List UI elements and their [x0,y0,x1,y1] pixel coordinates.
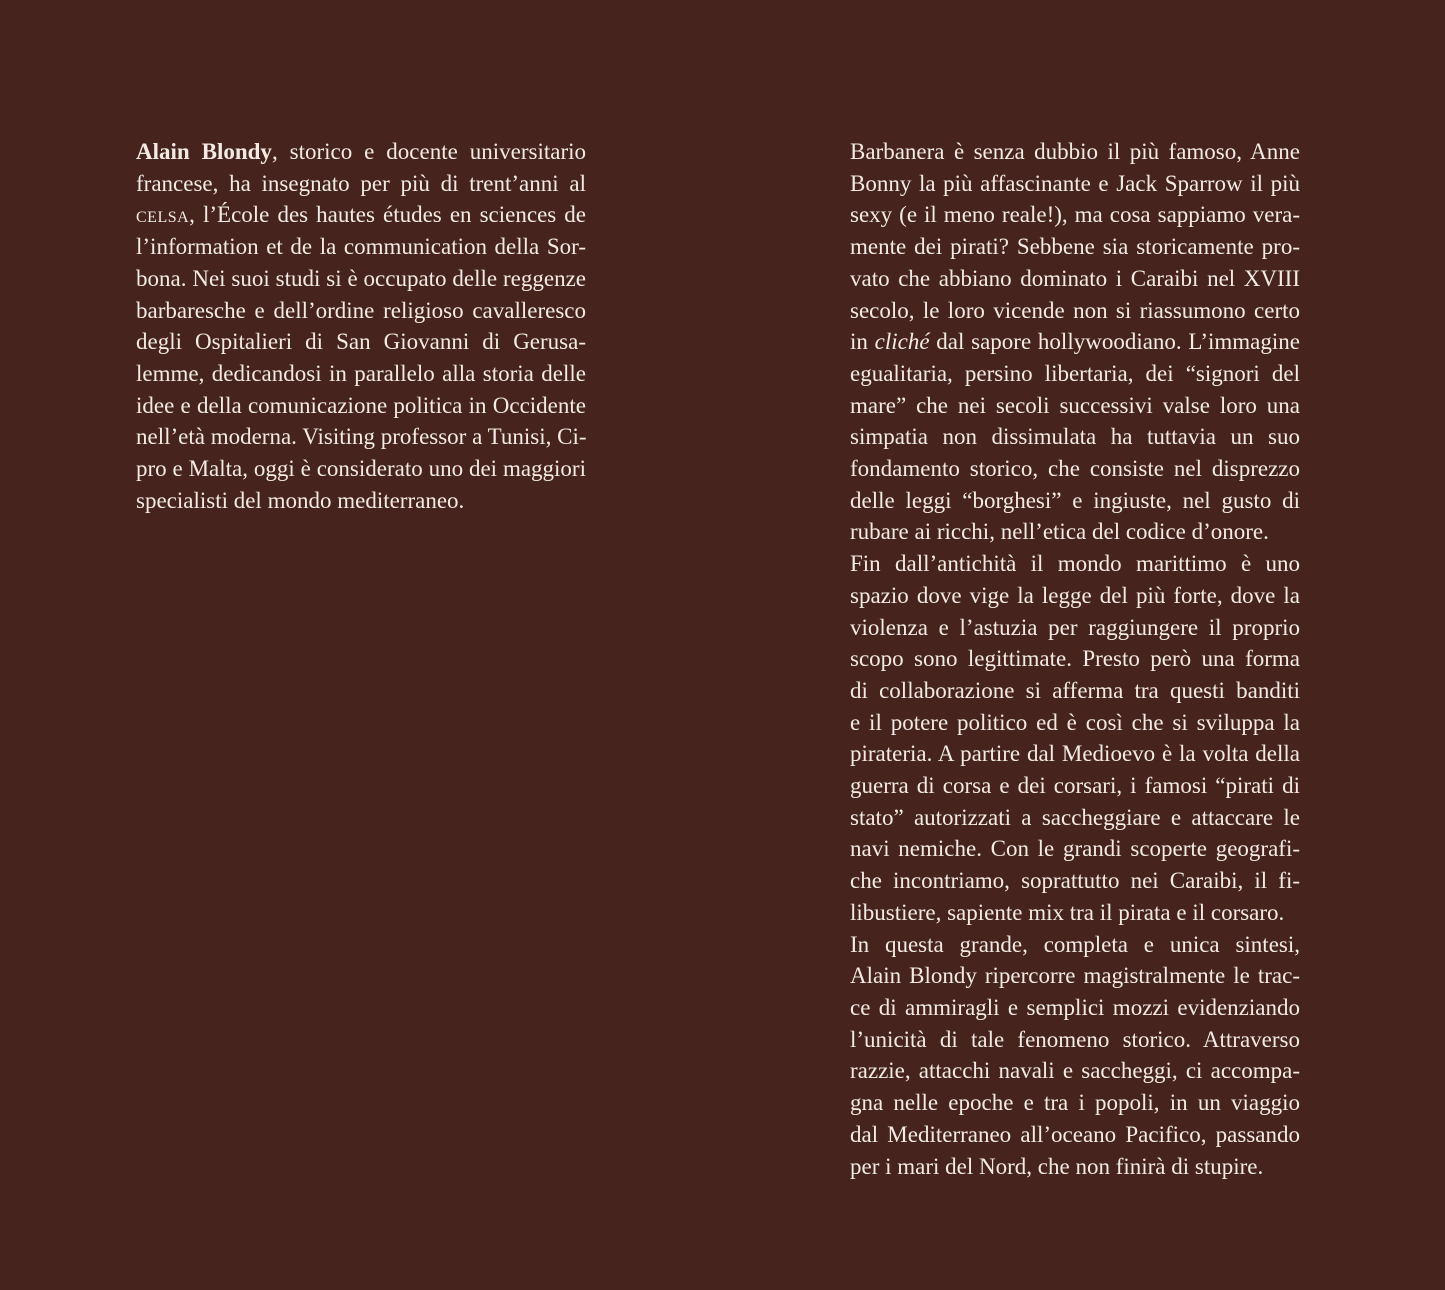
blurb-line: egualitaria, persino libertaria, dei “signori del [850,360,1300,386]
blurb-line: secolo, le loro vicende non si riassumono certo [850,297,1300,323]
blurb-line: Bonny la più affascinante e Jack Sparrow il più [850,170,1300,196]
blurb-line: Fin dall’antichità il mondo marittimo è uno [850,551,1300,577]
blurb-line: razzie, attacchi navali e saccheggi, ci accompa- [850,1058,1300,1084]
blurb-line: Alain Blondy ripercorre magistralmente le trac- [850,963,1300,989]
bio-line: idee e della comunicazione politica in Occidente [136,392,586,418]
blurb-line: rubare ai ricchi, nell’etica del codice d’onore. [850,519,1269,545]
blurb-line: guerra di corsa e dei corsari, i famosi “pirati di [850,773,1300,799]
bio-line: degli Ospitalieri di San Giovanni di Gerusa- [136,329,586,355]
bio-line: bona. Nei suoi studi si è occupato delle reggenze [136,265,586,291]
blurb-line: Barbanera è senza dubbio il più famoso, Anne [850,139,1300,164]
blurb-line: stato” autorizzati a saccheggiare e attaccare le [850,804,1300,830]
blurb-line: libustiere, sapiente mix tra il pirata e il corsaro. [850,899,1285,925]
bio-line: barbaresche e dell’ordine religioso cavalleresco [136,297,586,323]
author-bio [136,136,586,516]
bio-line: pro e Malta, oggi è considerato uno dei maggiori [136,456,586,482]
blurb-line: spazio dove vige la legge del più forte, dove la [850,582,1300,608]
blurb-line: delle leggi “borghesi” e ingiuste, nel gusto di [850,487,1300,513]
blurb-line: l’unicità di tale fenomeno storico. Attraverso [850,1026,1300,1052]
blurb-line: dal Mediterraneo all’oceano Pacifico, passando [850,1121,1300,1147]
blurb-line: mare” che nei secoli successivi valse loro una [850,392,1300,418]
blurb-line: per i mari del Nord, che non finirà di stupire. [850,1153,1264,1179]
blurb-line: scopo sono legittimate. Presto però una forma [850,646,1300,672]
blurb-line: che incontriamo, soprattutto nei Caraibi, il fi- [850,868,1300,894]
blurb-line: pirateria. A partire dal Medioevo è la volta della [850,741,1300,767]
bio-line: lemme, dedicandosi in parallelo alla storia delle [136,360,586,386]
blurb-line: navi nemiche. Con le grandi scoperte geografi- [850,836,1300,862]
institution-acronym: celsa [136,202,190,228]
bio-line: nell’età moderna. Visiting professor a Tunisi, Ci- [136,424,587,450]
blurb-line: in cliché dal sapore hollywoodiano. L’immagine [850,329,1300,355]
blurb-line: mente dei pirati? Sebbene sia storicamente pro- [850,234,1300,260]
blurb-line: fondamento storico, che consiste nel disprezzo [850,456,1300,482]
blurb-line: di collaborazione si afferma tra questi banditi [850,677,1300,703]
book-blurb [850,136,1300,1182]
author-name: Alain Blondy [136,139,272,164]
blurb-line: sexy (e il meno reale!), ma cosa sappiamo vera- [850,202,1300,228]
blurb-line: vato che abbiano dominato i Caraibi nel XVIII [850,265,1300,291]
italic-term: cliché [874,329,930,355]
bio-line: l’information et de la communication della Sor- [136,234,586,260]
blurb-line: simpatia non dissimulata ha tuttavia un suo [850,424,1300,450]
bio-line: celsa, l’École des hautes études en sciences de [136,202,586,228]
blurb-line: gna nelle epoche e tra i popoli, in un viaggio [850,1090,1300,1116]
blurb-line: In questa grande, completa e unica sintesi, [850,931,1300,957]
bio-line: Alain Blondy, storico e docente universitario [136,139,586,164]
blurb-line: e il potere politico ed è così che si sviluppa la [850,709,1300,735]
bio-line: specialisti del mondo mediterraneo. [136,487,465,513]
bio-line: francese, ha insegnato per più di trent’anni al [136,170,586,196]
blurb-line: ce di ammiragli e semplici mozzi evidenziando [850,994,1300,1020]
blurb-line: violenza e l’astuzia per raggiungere il proprio [850,614,1300,640]
